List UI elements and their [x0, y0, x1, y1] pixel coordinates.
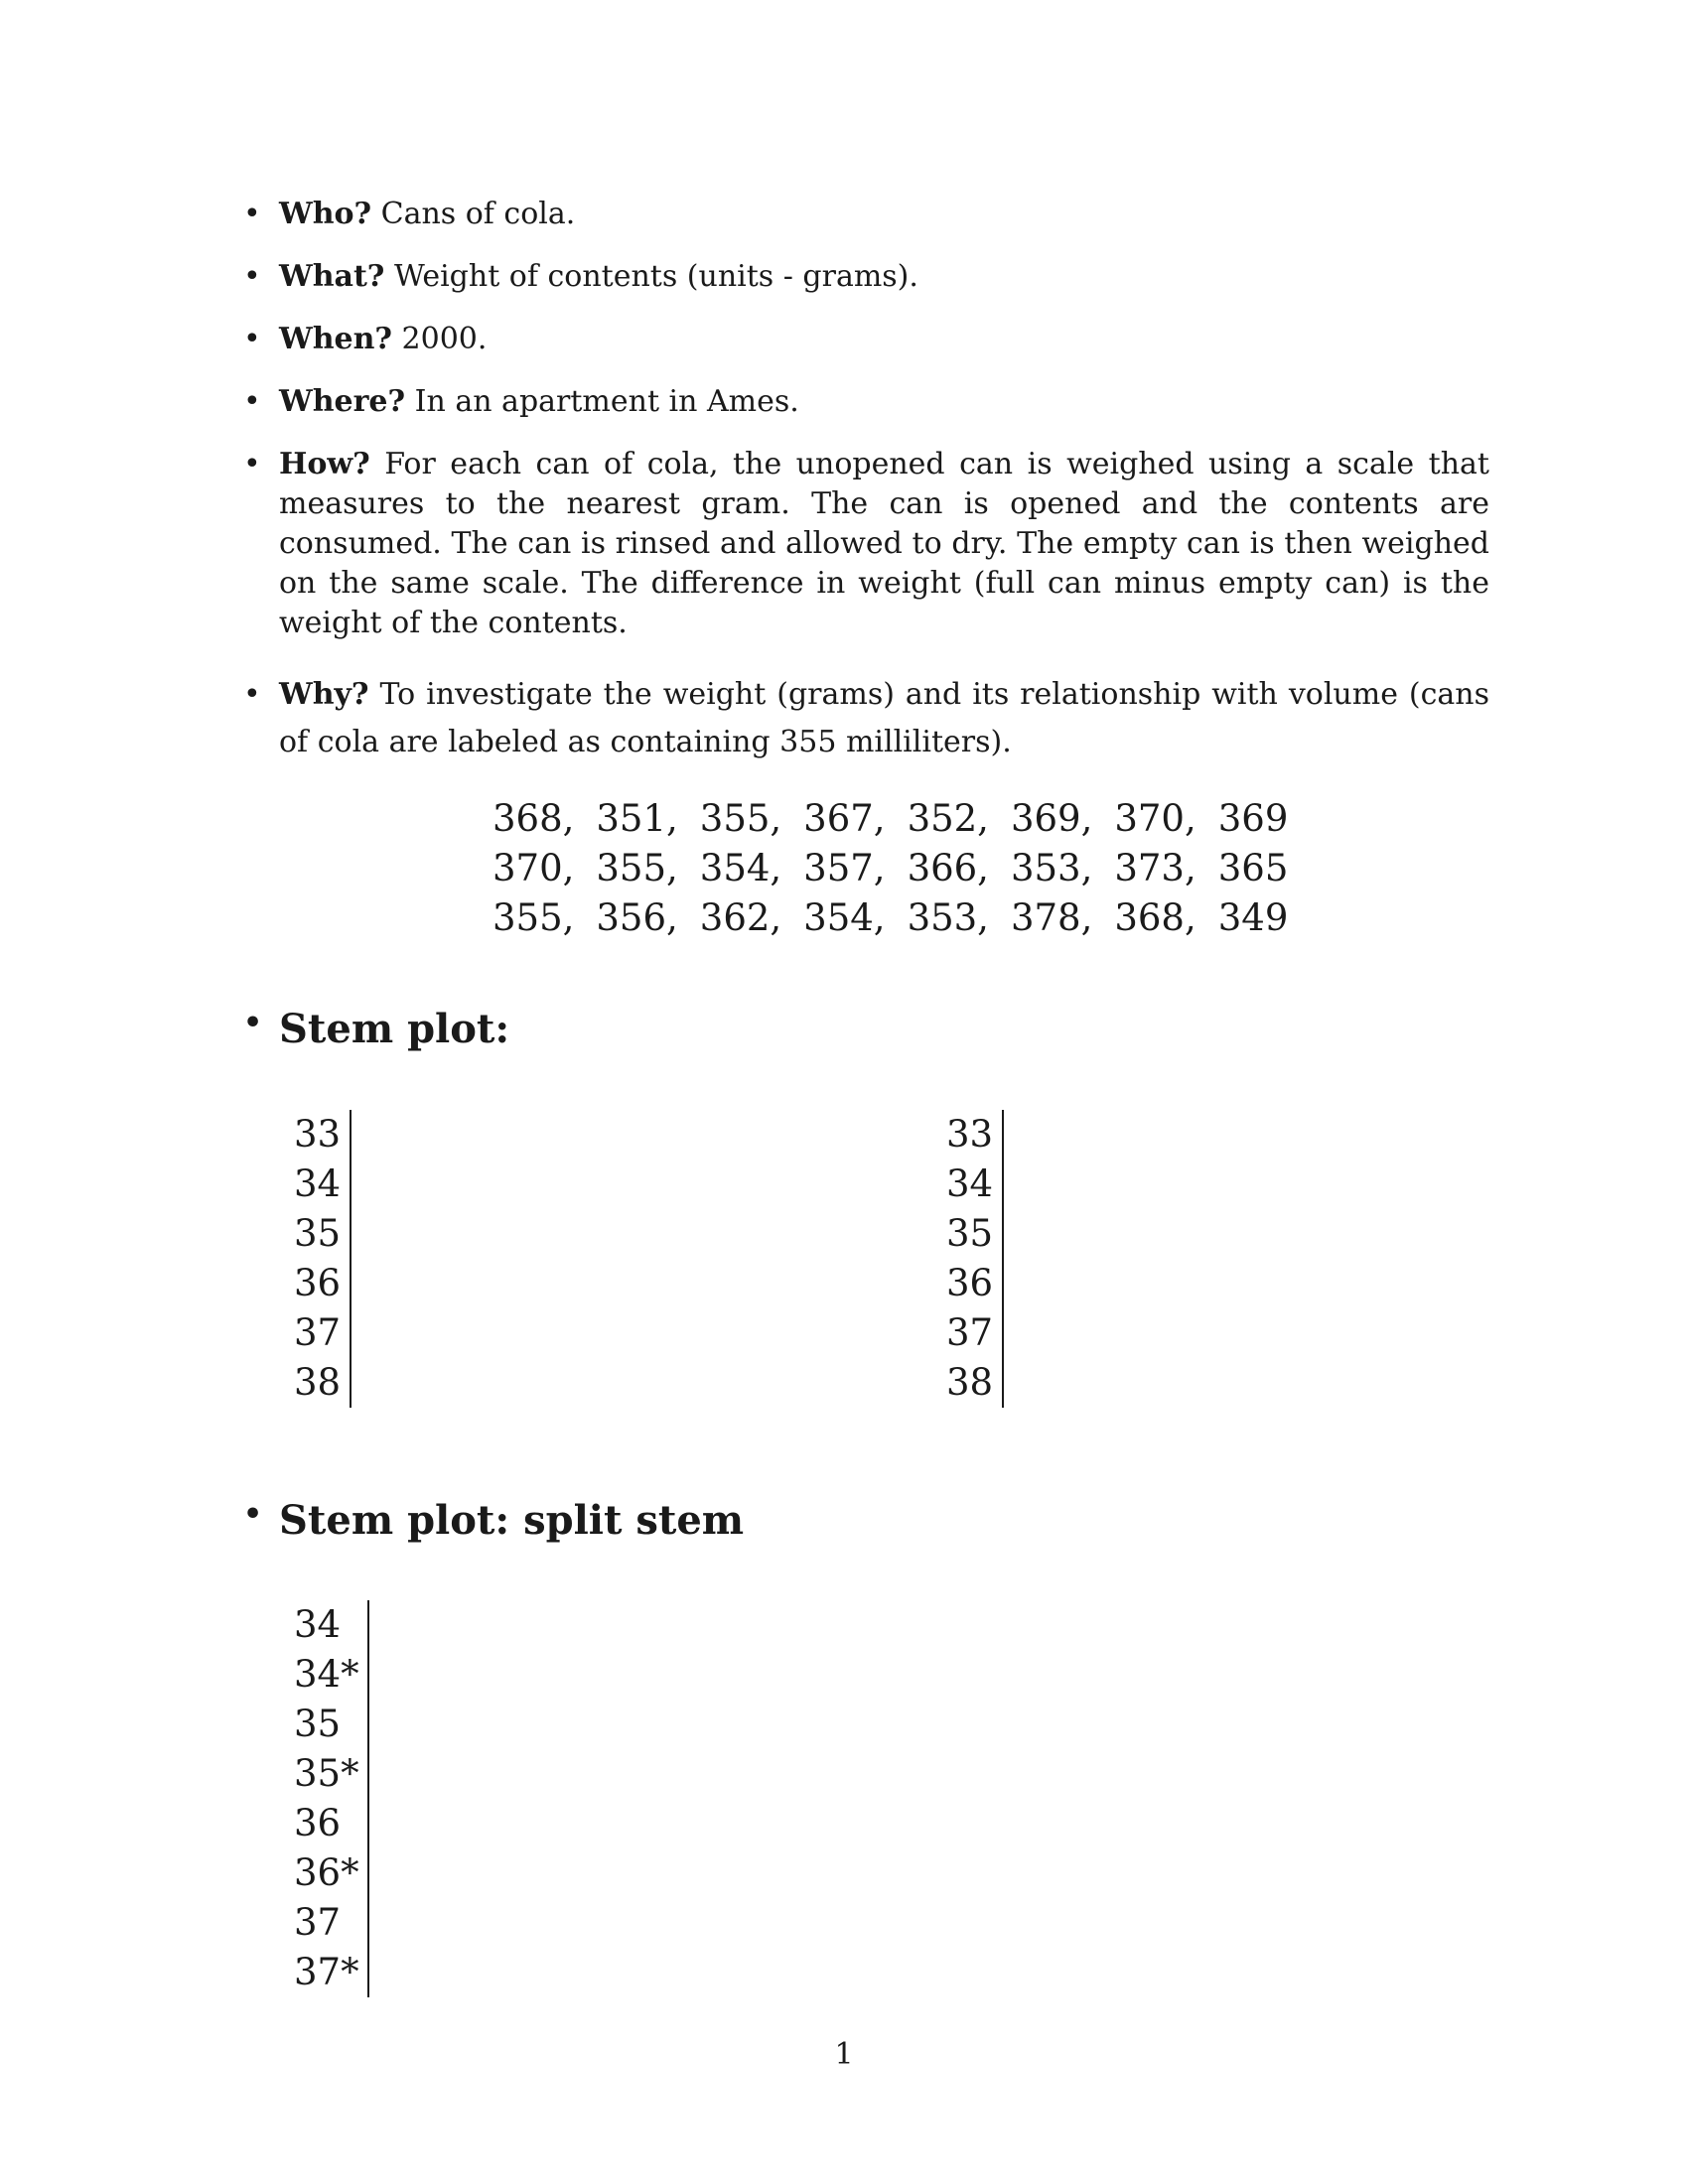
data-value: 366, — [907, 847, 989, 889]
stem-divider-line — [367, 1600, 369, 1997]
bullet-label: When? — [279, 322, 392, 356]
stem-label: 34* — [294, 1653, 359, 1696]
data-row — [492, 794, 1310, 844]
stem-plot-right — [946, 1110, 1006, 1408]
split-stem-plot-title: Stem plot: split stem — [279, 1497, 745, 1544]
bullet-label: Where? — [279, 384, 406, 419]
page-number: 1 — [834, 2037, 854, 2072]
bullet-dot: • — [243, 1497, 263, 1532]
when-bullet — [243, 320, 1489, 359]
stem-label: 35 — [294, 1703, 342, 1745]
data-value: 370, — [1114, 797, 1196, 840]
stem-label: 37 — [294, 1901, 342, 1944]
bullet-label: Why? — [279, 677, 369, 712]
data-value: 354, — [803, 896, 886, 939]
data-value: 353, — [1010, 847, 1093, 889]
stem-divider-line — [350, 1110, 352, 1408]
bullet-text: To investigate the weight (grams) and its relationship with volume (cans of cola are labeled as containing 355 milliliters). — [279, 677, 1489, 759]
stem-label: 37 — [294, 1311, 342, 1354]
stem-label: 38 — [294, 1361, 342, 1404]
data-value: 356, — [596, 896, 678, 939]
data-value: 370, — [492, 847, 575, 889]
stem-label: 37* — [294, 1951, 359, 1993]
bullet-dot: • — [243, 197, 261, 231]
bullet-dot: • — [243, 322, 261, 356]
who-bullet — [243, 195, 1489, 234]
data-value: 362, — [699, 896, 782, 939]
stem-label: 37 — [946, 1311, 994, 1354]
bullet-text: Weight of contents (units - grams). — [393, 259, 918, 294]
stem-label: 36 — [946, 1262, 994, 1304]
stem-label: 35* — [294, 1752, 359, 1795]
stem-plot-heading — [243, 1006, 509, 1052]
bullet-label: What? — [279, 259, 385, 294]
info-bullet-list — [243, 195, 1489, 766]
stem-label: 36 — [294, 1262, 342, 1304]
stem-divider-line — [1002, 1110, 1004, 1408]
bullet-text: Cans of cola. — [380, 197, 576, 231]
data-value: 355, — [596, 847, 678, 889]
stem-label: 33 — [294, 1113, 342, 1156]
data-row — [492, 893, 1310, 943]
data-row — [492, 844, 1310, 893]
stem-label: 34 — [294, 1162, 342, 1205]
bullet-text: 2000. — [401, 322, 488, 356]
data-value: 373, — [1114, 847, 1196, 889]
data-value: 357, — [803, 847, 886, 889]
data-value: 351, — [596, 797, 678, 840]
why-bullet — [243, 671, 1489, 766]
split-stem-plot-heading — [243, 1497, 744, 1544]
stem-label: 35 — [294, 1212, 342, 1255]
data-value: 354, — [699, 847, 782, 889]
data-values-table — [492, 794, 1310, 943]
where-bullet — [243, 382, 1489, 422]
bullet-dot: • — [243, 384, 261, 419]
data-value: 378, — [1010, 896, 1093, 939]
what-bullet — [243, 257, 1489, 297]
bullet-dot: • — [243, 677, 261, 712]
stem-label: 33 — [946, 1113, 994, 1156]
stem-plot-left — [294, 1110, 353, 1408]
stem-label: 36* — [294, 1851, 359, 1894]
data-value: 353, — [907, 896, 989, 939]
bullet-label: How? — [279, 447, 370, 481]
data-value: 368, — [1114, 896, 1196, 939]
stem-label: 36 — [294, 1802, 342, 1844]
split-stem-plot — [294, 1600, 373, 1997]
stem-plot-title: Stem plot: — [279, 1006, 510, 1052]
data-value: 355, — [492, 896, 575, 939]
stem-label: 34 — [946, 1162, 994, 1205]
stem-label: 38 — [946, 1361, 994, 1404]
data-value: 365 — [1217, 847, 1289, 889]
data-value: 349 — [1217, 896, 1289, 939]
stem-label: 34 — [294, 1603, 342, 1646]
bullet-label: Who? — [279, 197, 372, 231]
data-value: 355, — [699, 797, 782, 840]
data-value: 367, — [803, 797, 886, 840]
data-value: 369, — [1010, 797, 1093, 840]
bullet-dot: • — [243, 447, 261, 481]
data-value: 352, — [907, 797, 989, 840]
bullet-text: In an apartment in Ames. — [414, 384, 799, 419]
how-bullet — [243, 445, 1489, 643]
data-value: 368, — [492, 797, 575, 840]
bullet-text: For each can of cola, the unopened can is weighed using a scale that measures to the nearest gram. The can is opened and the contents are consumed. The can is rinsed and allowed to dry. The empty can is then weighed on the same scale. The difference in weight (full can minus empty can) is the weight of the contents. — [279, 447, 1489, 640]
bullet-dot: • — [243, 259, 261, 294]
data-value: 369 — [1217, 797, 1289, 840]
stem-label: 35 — [946, 1212, 994, 1255]
bullet-dot: • — [243, 1006, 263, 1040]
